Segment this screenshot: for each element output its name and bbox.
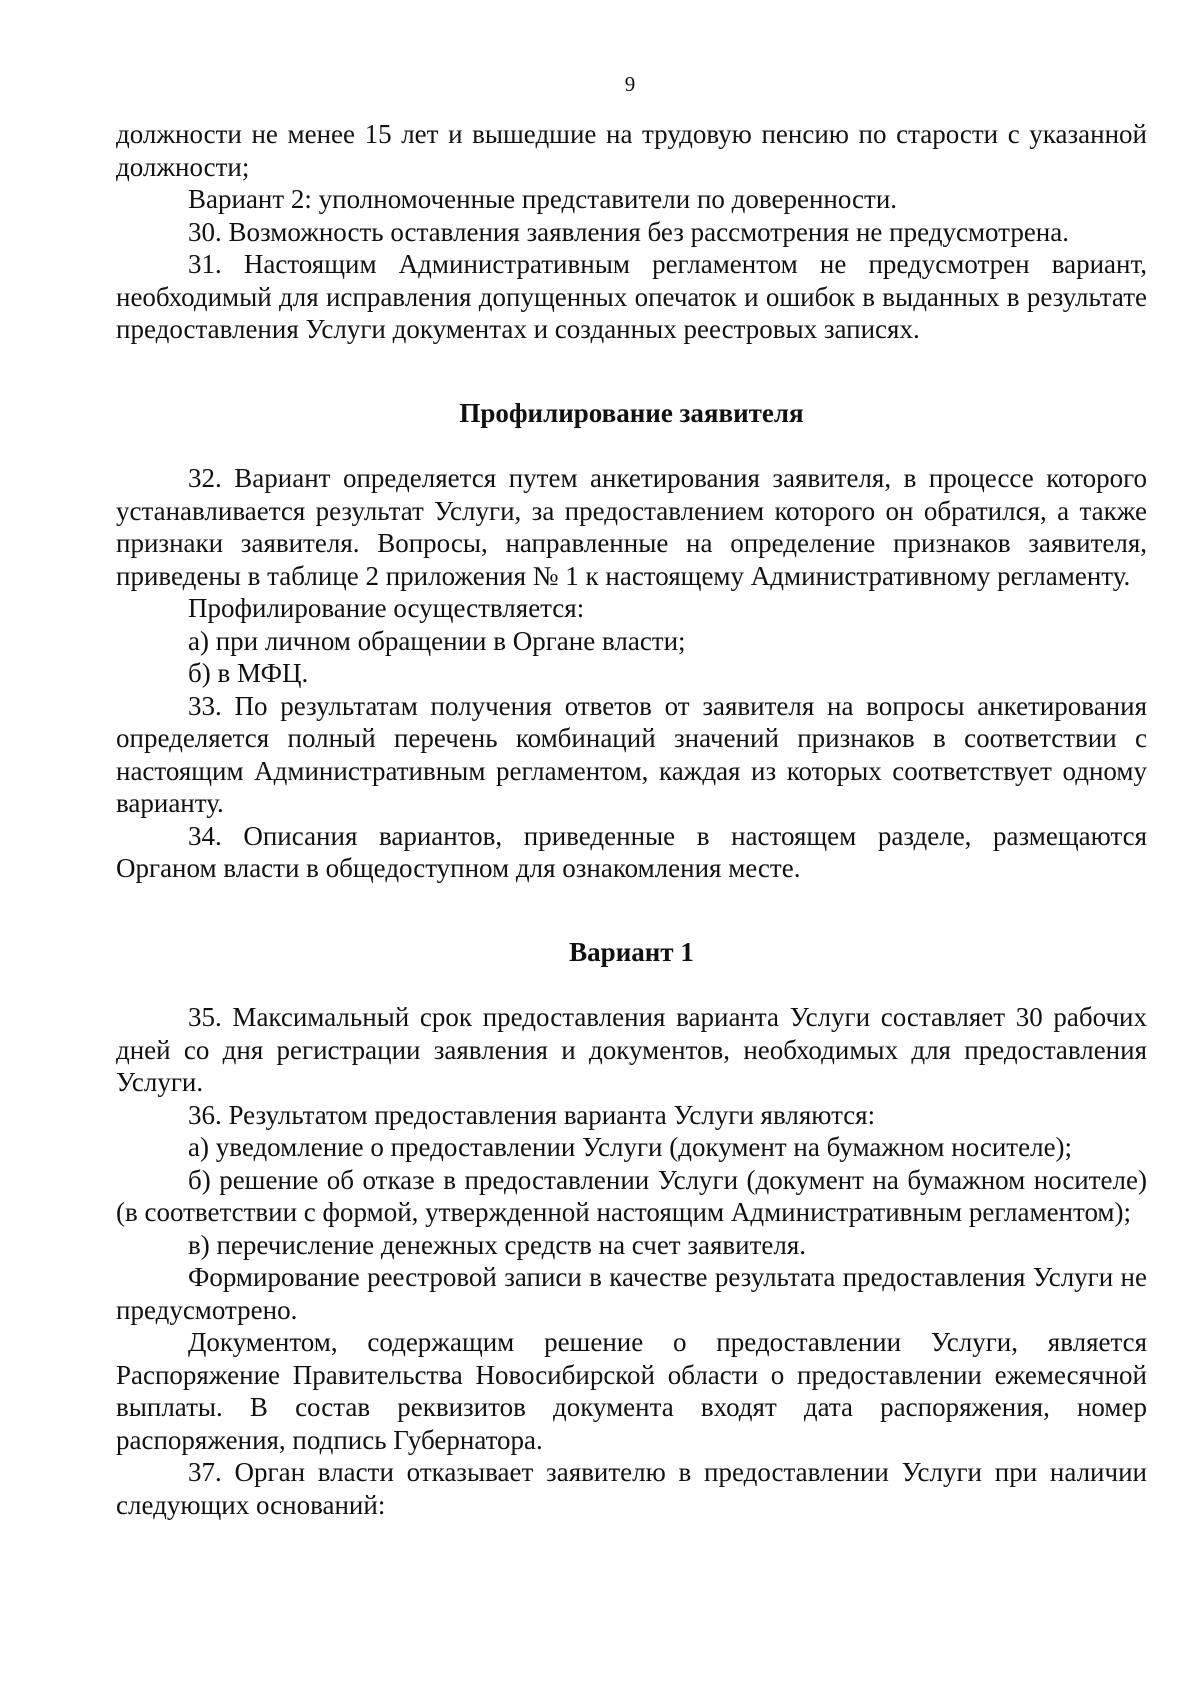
spacer (116, 429, 1147, 462)
paragraph: 32. Вариант определяется путем анкетирования заявителя, в процессе которого устанавливается результат Услуги, за предоставлением которого он обратился, а также признаки заявителя. Вопросы, направленные на определение признаков заявителя, приведены в таблице 2 приложения № 1 к настоящему Административному регламенту. (116, 463, 1147, 591)
section-heading: Вариант 1 (569, 936, 694, 967)
paragraph: 33. По результатам получения ответов от заявителя на вопросы анкетирования определяется полный перечень комбинаций значений признаков в соответствии с настоящим Административным регламентом, каждая из которых соответствует одному варианту. (116, 690, 1147, 818)
paragraph: 31. Настоящим Административным регламентом не предусмотрен вариант, необходимый для исправления допущенных опечаток и ошибок в выданных в результате предоставления Услуги документах и созданных реестровых записях. (116, 249, 1147, 344)
document-body (116, 118, 1147, 1521)
paragraph: а) уведомление о предоставлении Услуги (документ на бумажном носителе); (188, 1132, 1073, 1162)
paragraph: Формирование реестровой записи в качестве результата предоставления Услуги не предусмотрено. (116, 1262, 1147, 1325)
paragraph: 34. Описания вариантов, приведенные в настоящем разделе, размещаются Органом власти в общедоступном для ознакомления месте. (116, 820, 1147, 883)
paragraph: Профилирование осуществляется: (188, 593, 585, 623)
paragraph: 35. Максимальный срок предоставления варианта Услуги составляет 30 рабочих дней со дня регистрации заявления и документов, необходимых для предоставления Услуги. (116, 1002, 1147, 1097)
paragraph: а) при личном обращении в Органе власти; (188, 625, 686, 656)
paragraph: 36. Результатом предоставления варианта Услуги являются: (188, 1099, 876, 1130)
spacer (116, 968, 1147, 1001)
paragraph: б) в МФЦ. (188, 658, 309, 688)
paragraph: Вариант 2: уполномоченные представители по доверенности. (188, 184, 898, 214)
page-number: 9 (624, 72, 636, 96)
spacer (116, 885, 1147, 936)
paragraph: должности не менее 15 лет и вышедшие на трудовую пенсию по старости с указанной должности; (116, 119, 1147, 182)
paragraph: 30. Возможность оставления заявления без рассмотрения не предусмотрена. (188, 216, 1069, 247)
paragraph: в) перечисление денежных средств на счет заявителя. (188, 1229, 807, 1260)
spacer (116, 346, 1147, 397)
paragraph: б) решение об отказе в предоставлении Услуги (документ на бумажном носителе) (в соответствии с формой, утвержденной настоящим Административным регламентом); (116, 1164, 1147, 1227)
section-heading: Профилирование заявителя (459, 397, 804, 428)
paragraph: Документом, содержащим решение о предоставлении Услуги, является Распоряжение Правительства Новосибирской области о предоставлении ежемесячной выплаты. В состав реквизитов документа входят дата распоряжения, номер распоряжения, подпись Губернатора. (116, 1327, 1147, 1455)
paragraph: 37. Орган власти отказывает заявителю в предоставлении Услуги при наличии следующих оснований: (116, 1457, 1147, 1520)
